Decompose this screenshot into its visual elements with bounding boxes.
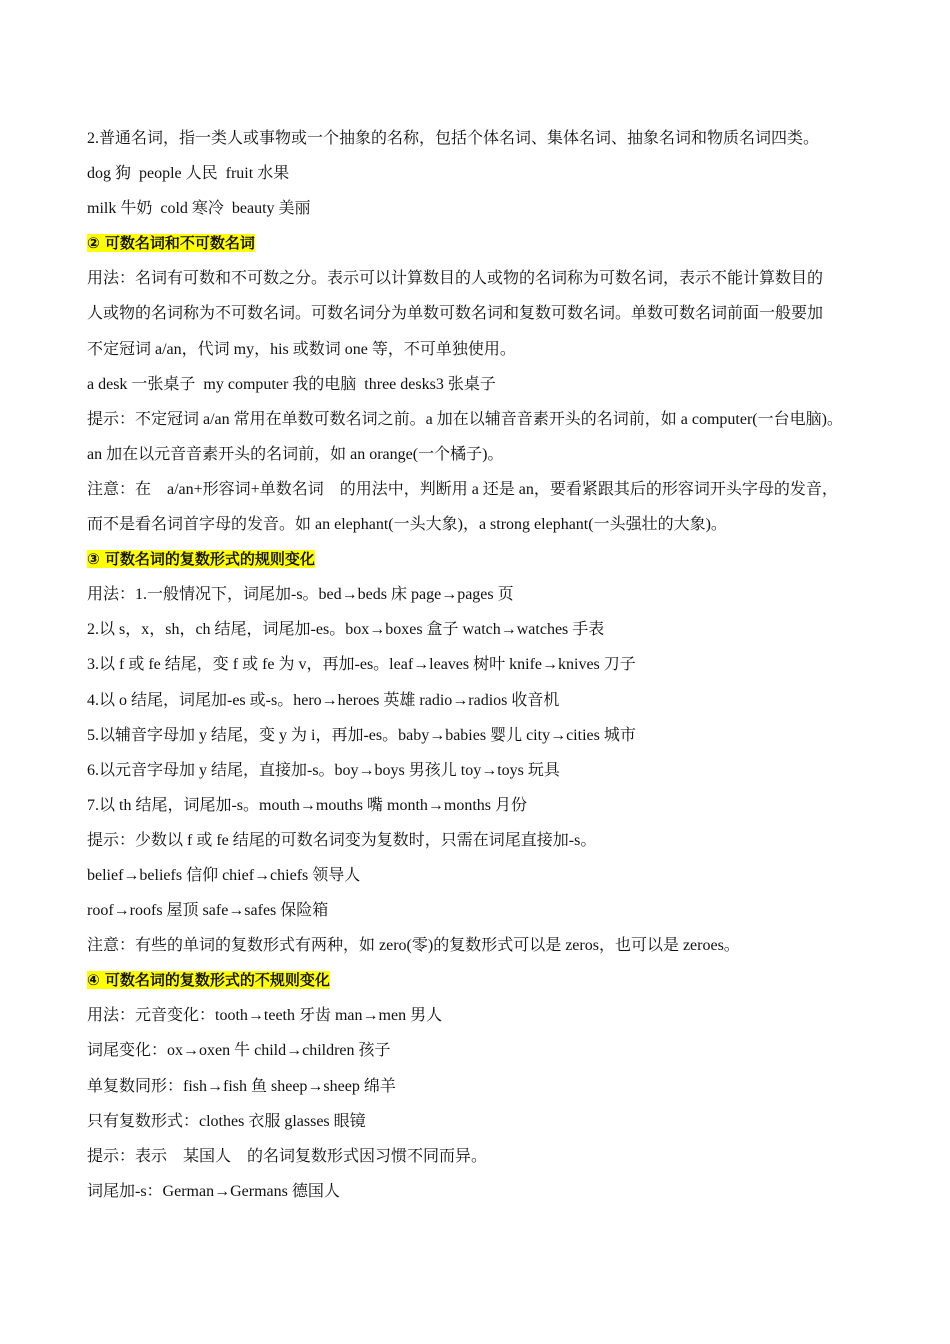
text-line <box>87 261 887 296</box>
paragraph-text: 4.以 o 结尾，词尾加-es 或-s。hero→heroes 英雄 radio→radios 收音机 <box>87 691 560 709</box>
paragraph-text: 注意：有些的单词的复数形式有两种，如 zero(零)的复数形式可以是 zeros，也可以是 zeroes。 <box>87 937 740 955</box>
paragraph-text: 6.以元音字母加 y 结尾，直接加-s。boy→boys 男孩儿 toy→toys 玩具 <box>87 761 560 779</box>
paragraph-text: milk 牛奶 cold 寒冷 beauty 美丽 <box>87 200 311 218</box>
text-line <box>87 1139 887 1174</box>
text-line <box>87 1104 887 1139</box>
paragraph-text: 7.以 th 结尾，词尾加-s。mouth→mouths 嘴 month→months 月份 <box>87 796 528 814</box>
text-line <box>87 437 887 472</box>
text-line <box>87 683 887 718</box>
section-heading-line <box>87 542 887 577</box>
text-line <box>87 612 887 647</box>
paragraph-text: 用法：元音变化：tooth→teeth 牙齿 man→men 男人 <box>87 1007 443 1025</box>
text-line <box>87 191 887 226</box>
text-line <box>87 296 887 331</box>
text-line <box>87 753 887 788</box>
text-line <box>87 1069 887 1104</box>
paragraph-text: 单复数同形：fish→fish 鱼 sheep→sheep 绵羊 <box>87 1077 396 1095</box>
section-heading-line <box>87 226 887 261</box>
text-line <box>87 823 887 858</box>
paragraph-text: 2.普通名词，指一类人或事物或一个抽象的名称，包括个体名词、集体名词、抽象名词和物质名词四类。 <box>87 130 820 147</box>
paragraph-text: 而不是看名词首字母的发音。如 an elephant(一头大象)，a strong elephant(一头强壮的大象)。 <box>87 516 727 534</box>
text-line <box>87 858 887 893</box>
paragraph-text: 提示：少数以 f 或 fe 结尾的可数名词变为复数时，只需在词尾直接加-s。 <box>87 831 597 849</box>
text-line <box>87 893 887 928</box>
paragraph-text: an 加在以元音音素开头的名词前，如 an orange(一个橘子)。 <box>87 445 504 463</box>
paragraph-text: 用法：1.一般情况下，词尾加-s。bed→beds 床 page→pages 页 <box>87 586 514 604</box>
paragraph-text: 提示：不定冠词 a/an 常用在单数可数名词之前。a 加在以辅音音素开头的名词前，如 a computer(一台电脑)。 <box>87 410 843 428</box>
paragraph-text: belief→beliefs 信仰 chief→chiefs 领导人 <box>87 866 361 884</box>
paragraph-text: 3.以 f 或 fe 结尾，变 f 或 fe 为 v，再加-es。leaf→leaves 树叶 knife→knives 刀子 <box>87 656 636 674</box>
section-heading: ④ 可数名词的复数形式的不规则变化 <box>87 971 330 990</box>
text-line <box>87 647 887 682</box>
section-heading-line <box>87 963 887 998</box>
text-line <box>87 998 887 1033</box>
text-line <box>87 1033 887 1068</box>
text-line <box>87 121 887 156</box>
text-line <box>87 507 887 542</box>
paragraph-text: 词尾加-s：German→Germans 德国人 <box>87 1182 340 1200</box>
section-heading: ② 可数名词和不可数名词 <box>87 234 255 253</box>
text-line <box>87 577 887 612</box>
text-line <box>87 367 887 402</box>
paragraph-text: 只有复数形式：clothes 衣服 glasses 眼镜 <box>87 1112 366 1130</box>
text-line <box>87 1174 887 1209</box>
text-line <box>87 788 887 823</box>
section-heading: ③ 可数名词的复数形式的规则变化 <box>87 550 315 569</box>
paragraph-text: a desk 一张桌子 my computer 我的电脑 three desks3 张桌子 <box>87 375 496 393</box>
paragraph-text: roof→roofs 屋顶 safe→safes 保险箱 <box>87 902 329 920</box>
text-line <box>87 472 887 507</box>
paragraph-text: 5.以辅音字母加 y 结尾，变 y 为 i，再加-es。baby→babies 婴儿 city→cities 城市 <box>87 726 636 744</box>
paragraph-text: 不定冠词 a/an，代词 my，his 或数词 one 等，不可单独使用。 <box>87 340 516 358</box>
text-line <box>87 718 887 753</box>
paragraph-text: 词尾变化：ox→oxen 牛 child→children 孩子 <box>87 1042 391 1060</box>
text-line <box>87 156 887 191</box>
text-line <box>87 332 887 367</box>
paragraph-text: 注意：在 a/an+形容词+单数名词 的用法中，判断用 a 还是 an，要看紧跟其后的形容词开头字母的发音， <box>87 480 838 498</box>
paragraph-text: 用法：名词有可数和不可数之分。表示可以计算数目的人或物的名词称为可数名词，表示不能计算数目的 <box>87 270 824 288</box>
document-body <box>87 121 887 1209</box>
text-line <box>87 928 887 963</box>
paragraph-text: 提示：表示 某国人 的名词复数形式因习惯不同而异。 <box>87 1147 488 1165</box>
paragraph-text: dog 狗 people 人民 fruit 水果 <box>87 165 290 183</box>
paragraph-text: 人或物的名词称为不可数名词。可数名词分为单数可数名词和复数可数名词。单数可数名词前面一般要加 <box>87 305 824 323</box>
paragraph-text: 2.以 s，x，sh，ch 结尾，词尾加-es。box→boxes 盒子 watch→watches 手表 <box>87 621 605 639</box>
text-line <box>87 402 887 437</box>
